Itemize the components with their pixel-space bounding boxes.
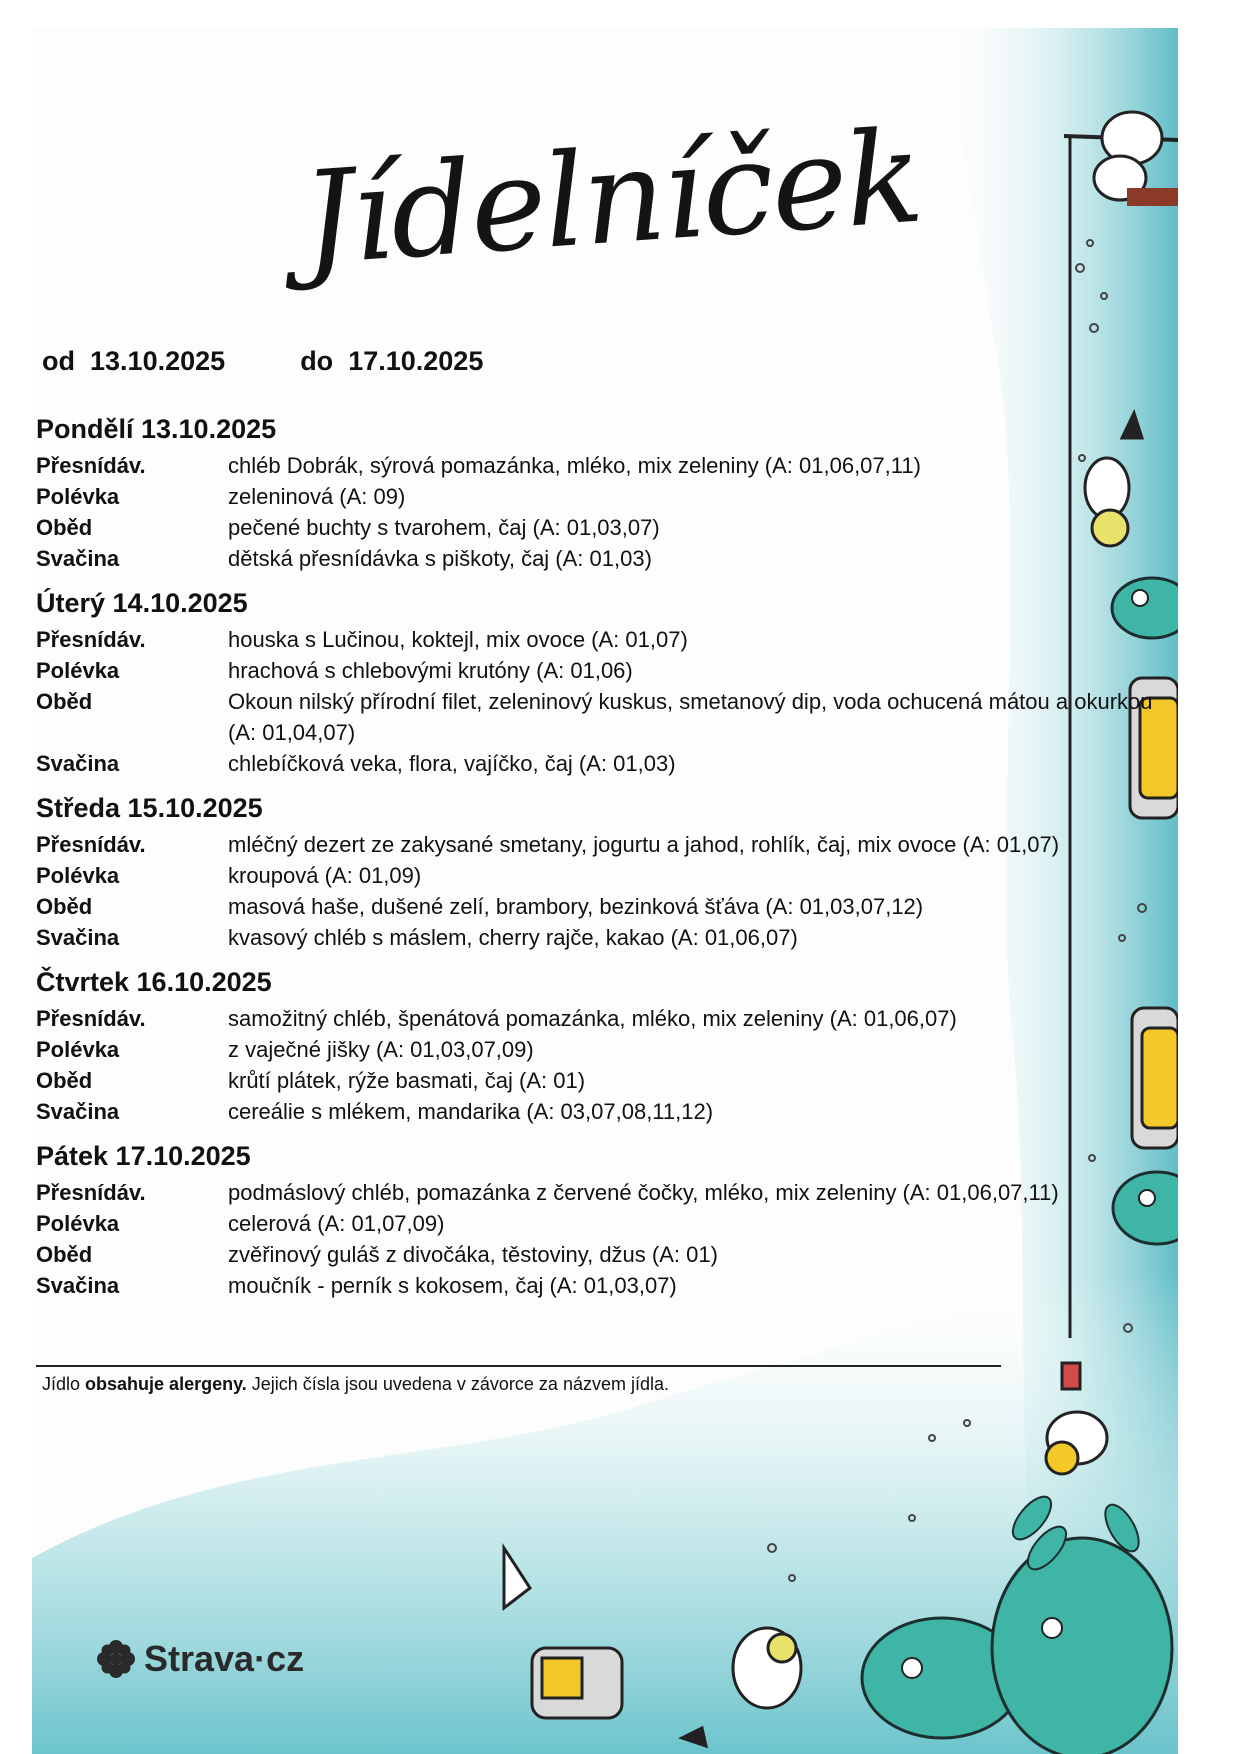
strava-logo [96,1634,304,1684]
flower-logo-icon [96,1639,136,1679]
meal-text: houska s Lučinou, koktejl, mix ovoce (A: 01,07) [228,627,688,652]
from-date: 13.10.2025 [90,346,226,376]
meal-row [36,543,1176,574]
meal-label: Oběd [36,894,93,919]
day-title: Pátek 17.10.2025 [36,1141,251,1171]
meal-row [36,891,1176,922]
meal-row [36,624,1176,655]
note-emphasis: obsahuje alergeny. [85,1374,247,1394]
meal-text: kroupová (A: 01,09) [228,863,422,888]
meal-row [36,860,1176,891]
note-suffix: Jejich čísla jsou uvedena v závorce za názvem jídla. [251,1374,669,1394]
footer-divider [36,1365,1001,1367]
bench-icon [1127,188,1178,206]
meal-label: Polévka [36,1037,120,1062]
menu-page [32,28,1178,1754]
meal-row [36,512,1176,543]
meal-text: z vaječné jišky (A: 01,03,07,09) [228,1037,534,1062]
meal-label: Svačina [36,546,120,571]
day-monday [36,408,1176,574]
meal-text: Okoun nilský přírodní filet, zeleninový kuskus, smetanový dip, voda ochucená mátou a okurkou (A: 01,04,07) [228,689,1153,745]
meal-label: Oběd [36,1242,93,1267]
meal-row [36,481,1176,512]
meal-text: zeleninová (A: 09) [228,484,406,509]
to-label: do [300,346,334,376]
meal-row [36,450,1176,481]
meal-row [36,1096,1176,1127]
day-friday [36,1135,1176,1301]
meal-text: chlebíčková veka, flora, vajíčko, čaj (A: 01,03) [228,751,676,776]
meal-row [36,922,1176,953]
title-text: Jídelníček [297,102,927,294]
meal-text: dětská přesnídávka s piškoty, čaj (A: 01,03) [228,546,652,571]
meal-row [36,1208,1176,1239]
meal-text: zvěřinový guláš z divočáka, těstoviny, džus (A: 01) [228,1242,718,1267]
meal-label: Přesnídáv. [36,1180,146,1205]
meal-text: celerová (A: 01,07,09) [228,1211,445,1236]
meal-label: Přesnídáv. [36,832,146,857]
meal-label: Svačina [36,1273,120,1298]
allergen-note [42,1374,669,1395]
meal-label: Přesnídáv. [36,1006,146,1031]
meal-row [36,686,1176,748]
meal-row [36,1239,1176,1270]
meal-text: hrachová s chlebovými krutóny (A: 01,06) [228,658,633,683]
meal-text: chléb Dobrák, sýrová pomazánka, mléko, mix zeleniny (A: 01,06,07,11) [228,453,921,478]
day-title: Středa 15.10.2025 [36,793,263,823]
meal-text: krůtí plátek, rýže basmati, čaj (A: 01) [228,1068,586,1093]
meal-text: cereálie s mlékem, mandarika (A: 03,07,08,11,12) [228,1099,714,1124]
meal-text: pečené buchty s tvarohem, čaj (A: 01,03,07) [228,515,660,540]
meal-label: Polévka [36,1211,120,1236]
to-date: 17.10.2025 [348,346,484,376]
meal-label: Oběd [36,515,93,540]
meal-text: masová haše, dušené zelí, brambory, bezinková šťáva (A: 01,03,07,12) [228,894,924,919]
day-tuesday [36,582,1176,779]
meal-row [36,1065,1176,1096]
meal-label: Oběd [36,689,93,714]
day-title: Pondělí 13.10.2025 [36,414,277,444]
meal-label: Svačina [36,925,120,950]
meal-row [36,829,1176,860]
from-label: od [42,346,75,376]
meal-row [36,1003,1176,1034]
meal-label: Svačina [36,1099,120,1124]
meal-text: mléčný dezert ze zakysané smetany, jogurtu a jahod, rohlík, čaj, mix ovoce (A: 01,07) [228,832,1060,857]
weekly-menu [36,408,1176,1309]
meal-row [36,655,1176,686]
meal-label: Polévka [36,658,120,683]
meal-label: Polévka [36,484,120,509]
meal-row [36,1034,1176,1065]
meal-label: Svačina [36,751,120,776]
day-thursday [36,961,1176,1127]
meal-text: moučník - perník s kokosem, čaj (A: 01,03,07) [228,1273,677,1298]
day-title: Úterý 14.10.2025 [36,588,248,618]
meal-label: Přesnídáv. [36,627,146,652]
logo-wordmark: Strava·cz [144,1638,305,1679]
meal-text: samožitný chléb, špenátová pomazánka, mléko, mix zeleniny (A: 01,06,07) [228,1006,957,1031]
page-title [282,48,942,348]
meal-text: kvasový chléb s máslem, cherry rajče, kakao (A: 01,06,07) [228,925,798,950]
date-range [42,346,483,377]
meal-row [36,1270,1176,1301]
meal-text: podmáslový chléb, pomazánka z červené čočky, mléko, mix zeleniny (A: 01,06,07,11) [228,1180,1059,1205]
meal-row [36,748,1176,779]
day-title: Čtvrtek 16.10.2025 [36,967,272,997]
note-prefix: Jídlo [42,1374,81,1394]
meal-label: Oběd [36,1068,93,1093]
meal-label: Přesnídáv. [36,453,146,478]
day-wednesday [36,787,1176,953]
meal-row [36,1177,1176,1208]
meal-label: Polévka [36,863,120,888]
